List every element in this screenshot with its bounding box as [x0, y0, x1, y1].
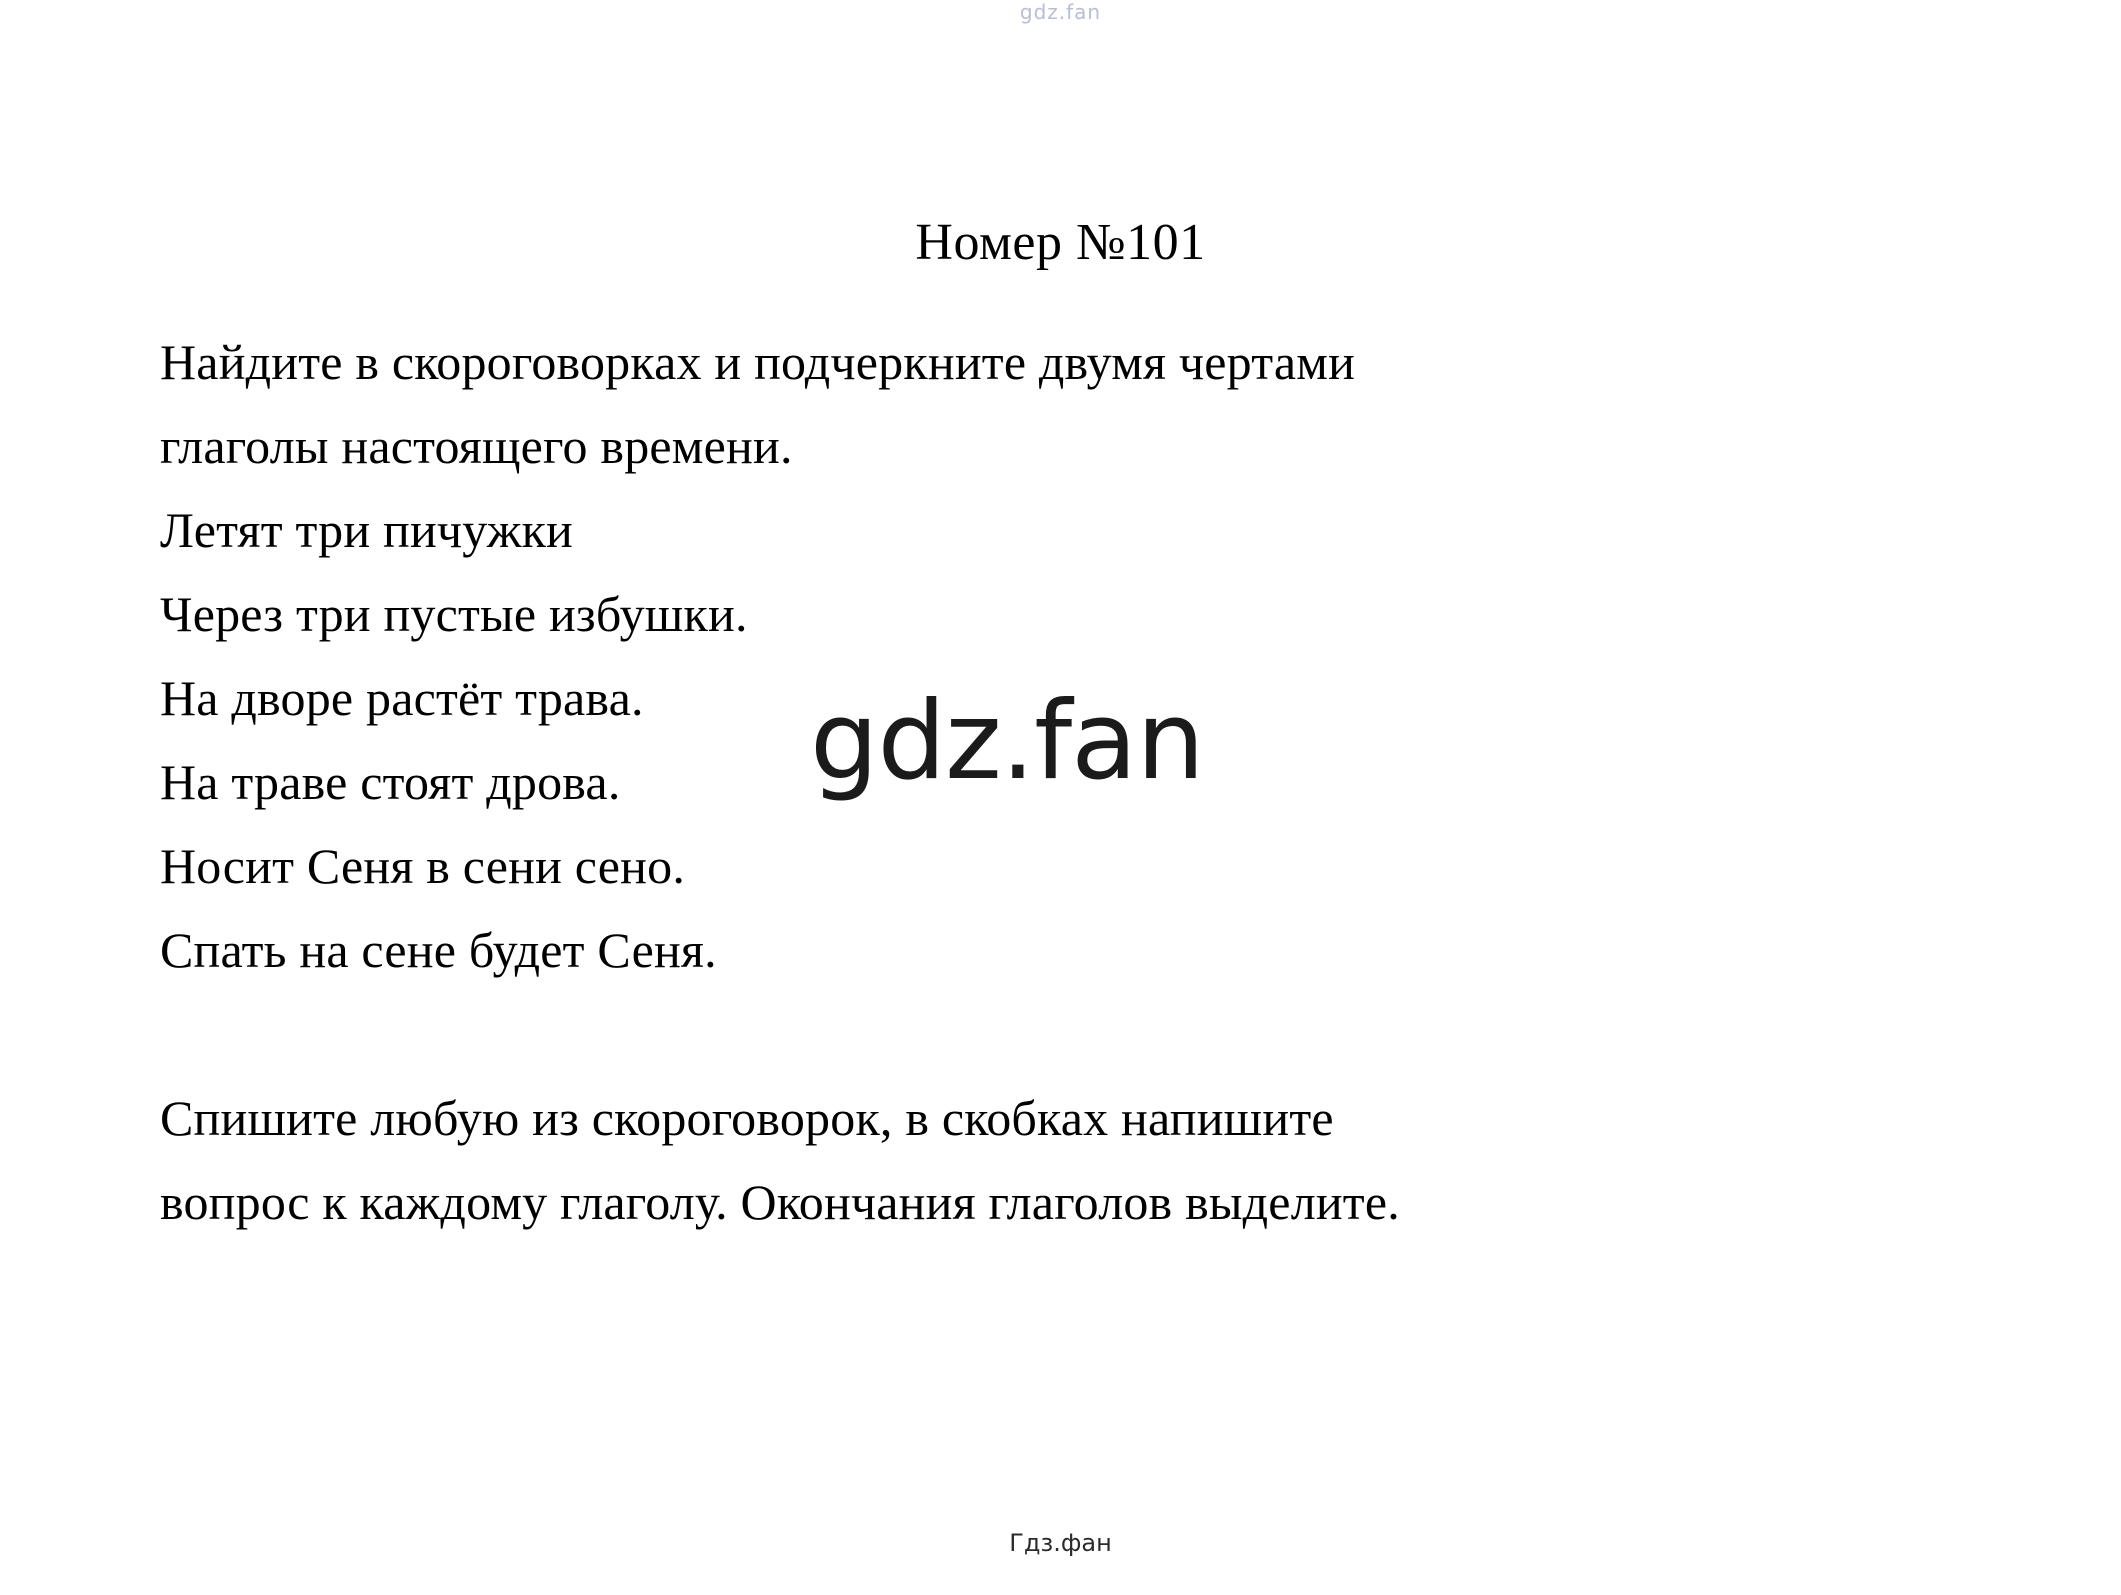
body-line: вопрос к каждому глаголу. Окончания глаголов выделите.	[160, 1174, 1400, 1230]
body-line: Спать на сене будет Сеня.	[160, 922, 717, 978]
footer-watermark: Гдз.фан	[1009, 1529, 1112, 1557]
body-line: Найдите в скороговорках и подчеркните двумя чертами	[160, 334, 1356, 390]
body-line: На дворе растёт трава.	[160, 670, 644, 726]
center-watermark: gdz.fan	[810, 679, 1204, 804]
page-title: Номер №101	[915, 213, 1206, 271]
body-line: На траве стоят дрова.	[160, 754, 621, 810]
body-line: Через три пустые избушки.	[160, 586, 748, 642]
top-watermark: gdz.fan	[1019, 0, 1102, 24]
body-line: глаголы настоящего времени.	[160, 418, 793, 474]
body-line: Летят три пичужки	[160, 502, 574, 558]
body-line: Носит Сеня в сени сено.	[160, 838, 686, 894]
paragraph-spacer	[160, 992, 1960, 1076]
body-line: Спишите любую из скороговорок, в скобках напишите	[160, 1090, 1334, 1146]
